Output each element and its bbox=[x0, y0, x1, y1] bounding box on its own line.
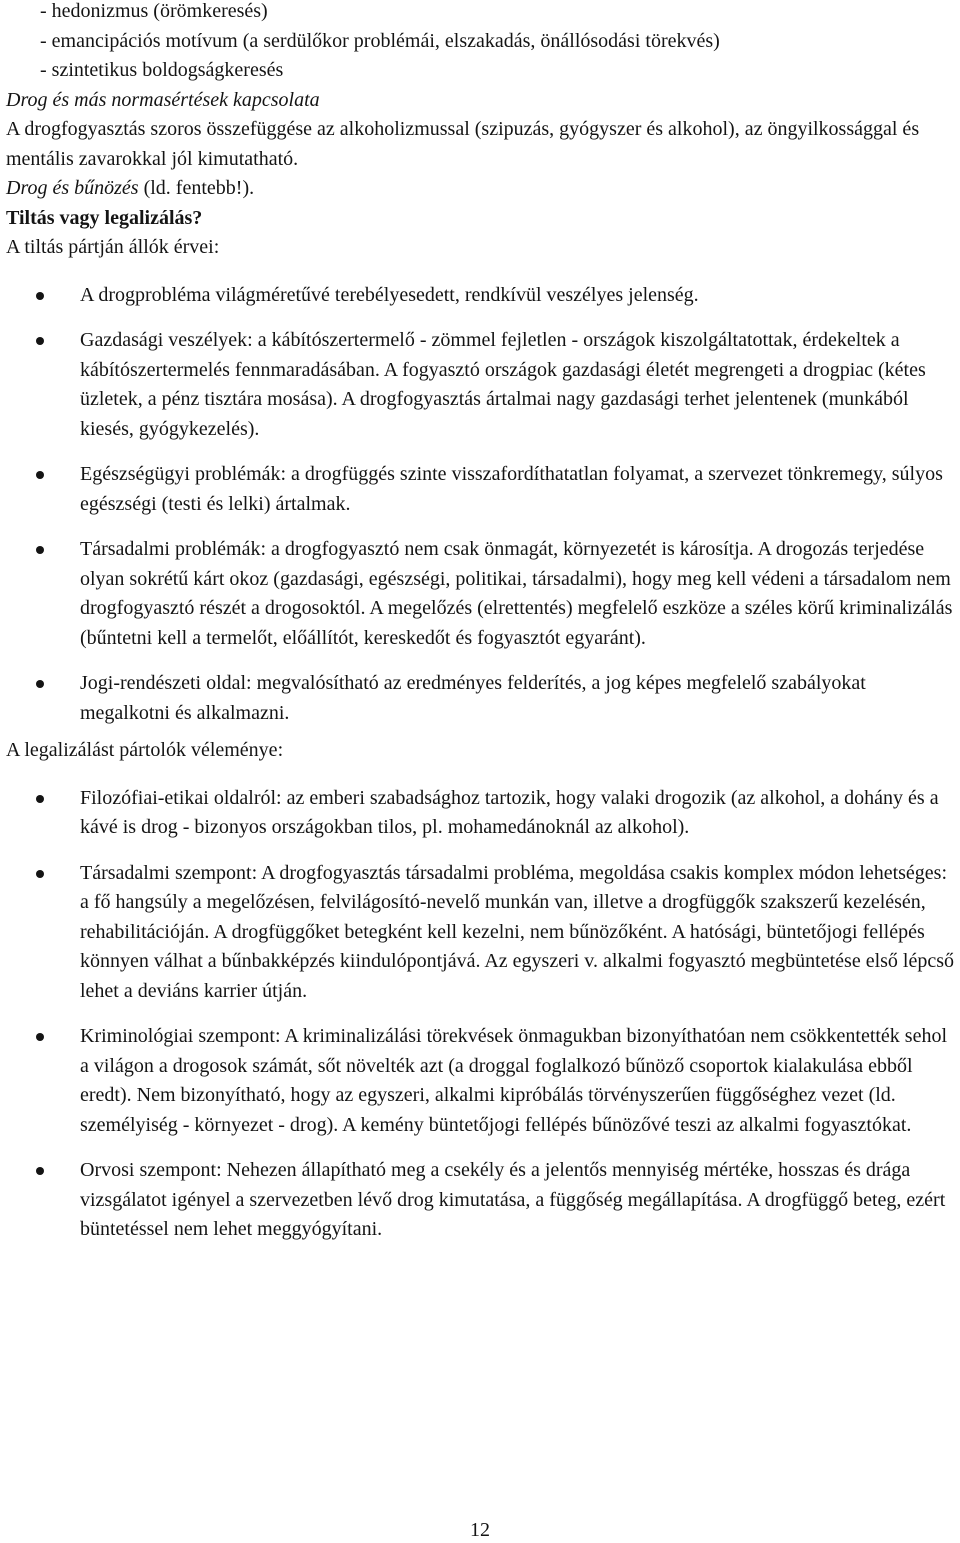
ban-argument-item bbox=[6, 281, 958, 311]
bullet-icon bbox=[36, 680, 44, 688]
bullet-icon bbox=[36, 546, 44, 554]
ban-argument-item bbox=[6, 460, 958, 519]
ban-argument-text: A drogprobléma világméretűvé terebélyesedett, rendkívül veszélyes jelenség. bbox=[80, 283, 699, 306]
legal-argument-text: Orvosi szempont: Nehezen állapítható meg a csekély és a jelentős mennyiség mértéke, hosszas és drága vizsgálatot igényel a szervezetben lévő drog kimutatása, a függőség megállapítása. A drogfüggő beteg, ezért büntetéssel nem lehet meggyógyítani. bbox=[80, 1159, 946, 1240]
legal-argument-text: Kriminológiai szempont: A kriminalizálási törekvések önmagukban bizonyíthatóan nem csökkentették sehol a világon a drogosok számát, sőt növelték azt (a droggal foglalkozó bűnöző csoportok kialakulása ebből eredt). Nem bizonyítható, hogy az egyszeri, alkalmi kipróbálás törvényszerűen függőséghez vezet (ld. személyiség - környezet - drog). A kemény büntetőjogi fellépés bűnözővé teszi az alkalmi fogyasztókat. bbox=[80, 1025, 948, 1136]
ban-argument-item bbox=[6, 669, 958, 728]
ban-arguments-list bbox=[6, 281, 958, 729]
legal-argument-text: Társadalmi szempont: A drogfogyasztás társadalmi probléma, megoldása csakis komplex módon lehetséges: a fő hangsúly a megelőzésen, felvilágosító-nevelő munkán van, illetve a drogfüggők szakszerű kezelésén, rehabilitációján. A drogfüggőket betegként kell kezelni, nem bűnözőként. A hatósági, büntetőjogi fellépés könnyen válhat a bűnbakképzés kiindulópontjává. Az egyszeri v. alkalmi fogyasztó megbüntetése első lépcső lehet a deviáns karrier útján. bbox=[80, 861, 955, 1002]
bullet-icon bbox=[36, 795, 44, 803]
ban-argument-text: Egészségügyi problémák: a drogfüggés szinte visszafordíthatatlan folyamat, a szervezet tönkremegy, súlyos egészségi (testi és lelki) ártalmak. bbox=[80, 463, 943, 515]
legal-argument-text: Filozófiai-etikai oldalról: az emberi szabadsághoz tartozik, hogy valaki drogozik (az alkohol, a dohány és a kávé is drog - bizonyos országokban tilos, pl. mohamedánoknál az alkohol). bbox=[80, 786, 939, 838]
norm-paragraph: A drogfogyasztás szoros összefüggése az alkoholizmussal (szipuzás, gyógyszer és alkohol), az öngyilkossággal és mentális zavarokkal jól kimutatható. bbox=[6, 118, 920, 170]
bullet-icon bbox=[36, 870, 44, 878]
norm-heading: Drog és más normasértések kapcsolata bbox=[6, 88, 320, 111]
legal-argument-item bbox=[6, 1022, 958, 1140]
legal-argument-item bbox=[6, 784, 958, 843]
dash-item-synthetic-happiness: - szintetikus boldogságkeresés bbox=[40, 59, 284, 81]
bullet-icon bbox=[36, 337, 44, 345]
legal-argument-item bbox=[6, 1156, 958, 1245]
dash-item-hedonism: - hedonizmus (örömkeresés) bbox=[40, 0, 268, 22]
legal-argument-item bbox=[6, 859, 958, 1007]
ban-argument-text: Gazdasági veszélyek: a kábítószertermelő - zömmel fejletlen - országok kiszolgáltatottak, érdekeltek a kábítószertermelés fennmaradásában. A fogyasztó országok gazdasági életét megrengeti a drogpiac (kétes üzletek, a pénz tisztára mosása). A drogfogyasztás ártalmai nagy gazdasági terhet jelentenek (munkából kiesés, gyógykezelés). bbox=[80, 329, 926, 440]
legal-arguments-list bbox=[6, 784, 958, 1245]
document-page bbox=[6, 0, 958, 1245]
ban-section-heading: A tiltás pártján állók érvei: bbox=[6, 236, 220, 258]
page-number: 12 bbox=[470, 1519, 490, 1541]
crime-heading-rest: (ld. fentebb!). bbox=[138, 177, 255, 199]
ban-argument-item bbox=[6, 535, 958, 653]
crime-heading bbox=[6, 174, 958, 204]
ban-argument-text: Társadalmi problémák: a drogfogyasztó nem csak önmagát, környezetét is károsítja. A drogozás terjedése olyan sokrétű kárt okoz (gazdasági, egészségi, politikai, társadalmi), hogy meg kell védeni a társadalom nem drogfogyasztó részét a drogosoktól. A megelőzés (elrettentés) megfelelő eszköze a széles körű kriminalizálás (bűntetni kell a termelőt, előállítót, kereskedőt és fogyasztót egyaránt). bbox=[80, 538, 953, 649]
dash-item-emancipation: - emancipációs motívum (a serdülőkor problémái, elszakadás, önállósodási törekvés) bbox=[40, 29, 720, 52]
bullet-icon bbox=[36, 1167, 44, 1175]
crime-heading-italic: Drog és bűnözés bbox=[6, 177, 139, 199]
bullet-icon bbox=[36, 292, 44, 300]
legal-section-heading: A legalizálást pártolók véleménye: bbox=[6, 739, 284, 761]
ban-argument-text: Jogi-rendészeti oldal: megvalósítható az eredményes felderítés, a jog képes megfelelő szabályokat megalkotni és alkalmazni. bbox=[80, 672, 866, 724]
ban-argument-item bbox=[6, 326, 958, 444]
bullet-icon bbox=[36, 1033, 44, 1041]
ban-or-legalize-heading: Tiltás vagy legalizálás? bbox=[6, 206, 203, 229]
bullet-icon bbox=[36, 471, 44, 479]
